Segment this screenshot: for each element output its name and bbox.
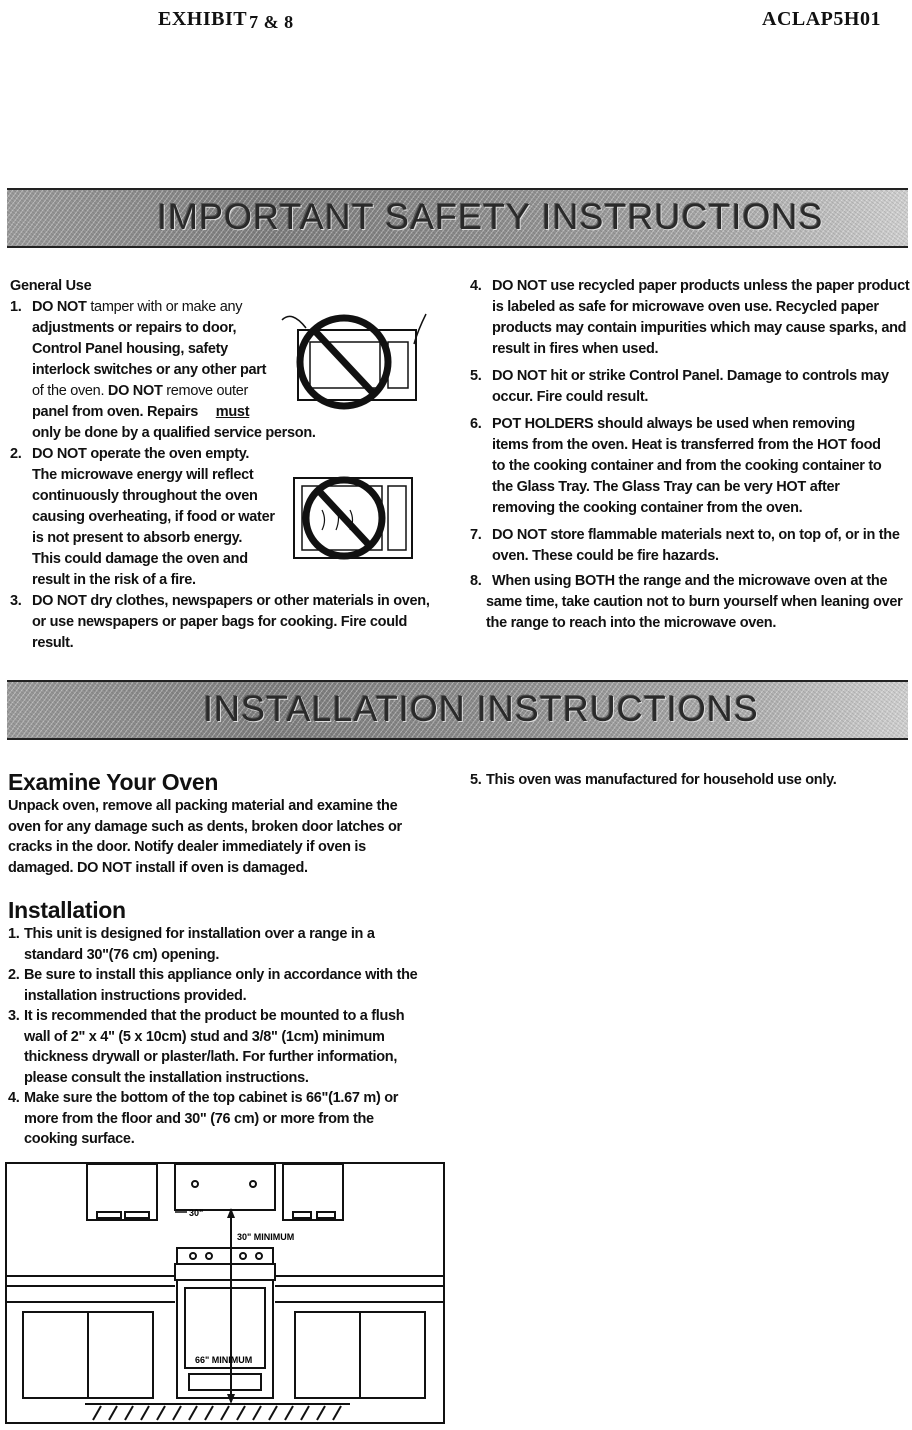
install-3-line-1: 3. It is recommended that the product be mounted to a flush [8,1008,405,1024]
no-empty-oven-illustration [292,470,418,562]
install-4-line-2: more from the floor and 30" (76 cm) or more from the [24,1110,374,1127]
item-7-line-1: 7. DO NOT store flammable materials next to, on top of, or in the [470,527,900,543]
item-3-line-2: or use newspapers or paper bags for cooking. Fire could [32,614,408,630]
examine-section [8,768,458,1150]
item-3-line-3: result. [32,635,74,651]
install-3-line-4: please consult the installation instructions. [24,1069,309,1086]
item-2-line-1: 2. DO NOT operate the oven empty. [10,446,250,462]
label-30: 30" [189,1208,204,1218]
diagram-frame [6,1163,444,1423]
install-2-line-2: installation instructions provided. [24,987,247,1004]
install-2-line-1: 2. Be sure to install this appliance only in accordance with the [8,967,418,983]
installation-diagram [5,1162,445,1424]
item-1-line-3: Control Panel housing, safety [32,341,228,357]
no-tamper-illustration [276,300,434,418]
item-6-line-2: items from the oven. Heat is transferred from the HOT food [492,437,881,453]
examine-line-3: cracks in the door. Notify dealer immediately if oven is [8,839,366,855]
item-1-line-1: 1. DO NOT tamper with or make any [10,299,243,315]
item-4-line-3: products may contain impurities which may cause sparks, and [492,320,907,336]
general-use-heading: General Use [10,278,92,294]
item-4-line-2: is labeled as safe for microwave oven use. Recycled paper [492,299,879,315]
label-66-minimum: 66" MINIMUM [195,1355,253,1365]
item-6-line-5: removing the cooking container from the oven. [492,500,803,516]
safety-banner-title: IMPORTANT SAFETY INSTRUCTIONS [157,196,824,237]
item-4-line-1: 4. DO NOT use recycled paper products unless the paper product [470,278,910,294]
item-8-line-3: the range to reach into the microwave oven. [486,615,777,631]
exhibit-numbers: 7 & 8 [249,12,294,32]
install-1-line-1: 1. This unit is designed for installation over a range in a [8,926,375,942]
item-1-line-7: only be done by a qualified service person. [32,425,316,441]
install-5-line-1: 5. This oven was manufactured for household use only. [470,772,837,788]
exhibit-label [158,8,294,31]
install-item-5 [470,770,910,791]
item-8-line-2: same time, take caution not to burn yourself when leaning over [486,594,903,610]
safety-right-column [470,276,910,634]
item-5-line-2: occur. Fire could result. [492,389,649,405]
item-2-line-3: continuously throughout the oven [32,488,258,504]
installation-banner [7,680,908,740]
install-4-line-3: cooking surface. [24,1131,135,1147]
oven-panel [388,486,406,550]
installation-banner-title: INSTALLATION INSTRUCTIONS [203,688,759,729]
item-6-line-4: the Glass Tray. The Glass Tray can be very HOT after [492,479,840,495]
document-code: ACLAP5H01 [762,8,881,30]
item-2-line-5: is not present to absorb energy. [32,530,243,546]
installation-heading: Installation [8,897,126,923]
item-1-line-4: interlock switches or any other part [32,362,267,378]
item-2-line-2: The microwave energy will reflect [32,467,254,483]
microwave-body [298,330,416,400]
item-2-line-7: result in the risk of a fire. [32,572,196,588]
safety-banner [7,188,908,248]
prohibited-slash [314,330,374,394]
label-30-minimum: 30" MINIMUM [237,1232,295,1242]
item-1-line-5: of the oven. DO NOT remove outer [32,383,249,399]
install-3-line-2: wall of 2" x 4" (5 x 10cm) stud and 3/8" (1cm) minimum [24,1028,385,1045]
item-2-line-4: causing overheating, if food or water [32,509,275,525]
item-1-line-2: adjustments or repairs to door, [32,320,237,336]
install-4-line-1: 4. Make sure the bottom of the top cabinet is 66"(1.67 m) or [8,1090,399,1106]
item-6-line-1: 6. POT HOLDERS should always be used when removing [470,416,855,432]
examine-line-2: oven for any damage such as dents, broken door latches or [8,818,402,835]
install-3-line-3: thickness drywall or plaster/lath. For further information, [24,1049,398,1065]
item-8-line-1: 8. When using BOTH the range and the microwave oven at the [470,573,888,589]
examine-heading: Examine Your Oven [8,769,219,795]
item-3-line-1: 3. DO NOT dry clothes, newspapers or other materials in oven, [10,593,430,609]
item-6-line-3: to the cooking container and from the cooking container to [492,458,882,474]
item-7-line-2: oven. These could be fire hazards. [492,548,719,564]
install-1-line-2: standard 30"(76 cm) opening. [24,946,220,963]
item-1-line-6: panel from oven. Repairs must [32,404,250,420]
item-2-line-6: This could damage the oven and [32,551,248,567]
examine-line-4: damaged. DO NOT install if oven is damaged. [8,859,308,876]
exhibit-word: EXHIBIT [158,8,248,30]
item-5-line-1: 5. DO NOT hit or strike Control Panel. Damage to controls may [470,368,889,384]
prohibited-slash-2 [318,490,370,546]
examine-line-1: Unpack oven, remove all packing material and examine the [8,798,398,814]
item-4-line-4: result in fires when used. [492,341,659,357]
